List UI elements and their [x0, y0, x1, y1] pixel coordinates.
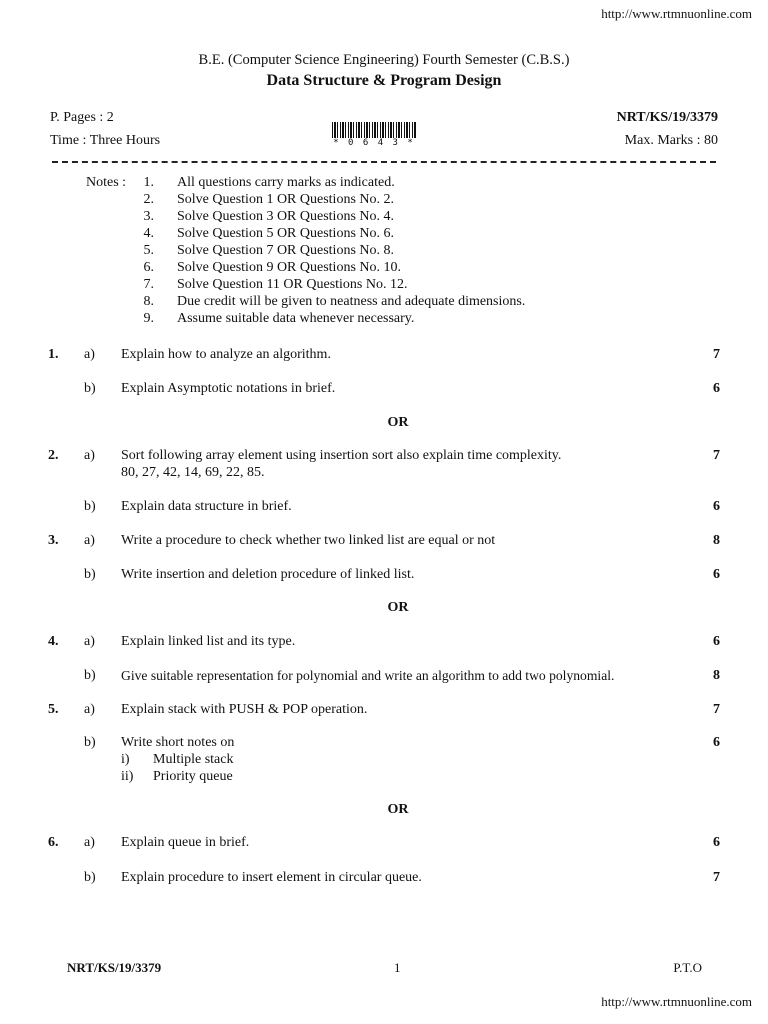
subquestion-label: b) — [84, 567, 96, 582]
question-text: Explain procedure to insert element in circular queue. — [121, 870, 422, 885]
question-text: Explain Asymptotic notations in brief. — [121, 381, 336, 396]
subquestion-label: a) — [84, 347, 95, 362]
question-text: Give suitable representation for polynomial and write an algorithm to add two polynomial. — [121, 668, 615, 683]
source-url-bottom: http://www.rtmnuonline.com — [601, 994, 752, 1009]
or-separator: OR — [387, 802, 409, 817]
note-text: Due credit will be given to neatness and adequate dimensions. — [177, 294, 526, 309]
question-number: 1. — [48, 347, 59, 362]
note-number: 8. — [143, 294, 154, 309]
source-url-top: http://www.rtmnuonline.com — [601, 6, 752, 21]
question-text: Write short notes on — [121, 735, 235, 750]
subquestion-label: a) — [84, 448, 95, 463]
note-number: 2. — [143, 192, 154, 207]
subquestion-label: a) — [84, 702, 95, 717]
question-array-values: 80, 27, 42, 14, 69, 22, 85. — [121, 465, 265, 480]
question-text: Explain data structure in brief. — [121, 499, 292, 514]
subquestion-label: a) — [84, 533, 95, 548]
sub-item-text: Multiple stack — [153, 752, 234, 767]
note-text: Solve Question 7 OR Questions No. 8. — [177, 243, 394, 258]
notes-label: Notes : — [86, 175, 127, 190]
question-marks: 7 — [713, 702, 720, 717]
course-title: B.E. (Computer Science Engineering) Fourth Semester (C.B.S.) — [198, 52, 570, 68]
sub-item-number: ii) — [121, 769, 134, 784]
note-text: Assume suitable data whenever necessary. — [177, 311, 415, 326]
question-marks: 6 — [713, 499, 720, 514]
question-text: Write insertion and deletion procedure of linked list. — [121, 567, 415, 582]
question-text: Explain stack with PUSH & POP operation. — [121, 702, 368, 717]
note-text: Solve Question 11 OR Questions No. 12. — [177, 277, 408, 292]
question-text: Write a procedure to check whether two linked list are equal or not — [121, 533, 496, 548]
note-number: 5. — [143, 243, 154, 258]
question-marks: 7 — [713, 347, 720, 362]
subquestion-label: a) — [84, 835, 95, 850]
note-number: 3. — [143, 209, 154, 224]
note-number: 9. — [143, 311, 154, 326]
question-marks: 6 — [713, 567, 720, 582]
question-marks: 6 — [713, 835, 720, 850]
footer-pto: P.T.O — [673, 960, 702, 975]
question-marks: 7 — [713, 448, 720, 463]
note-text: Solve Question 1 OR Questions No. 2. — [177, 192, 394, 207]
question-marks: 6 — [713, 634, 720, 649]
question-text: Explain linked list and its type. — [121, 634, 296, 649]
note-number: 6. — [143, 260, 154, 275]
note-number: 7. — [143, 277, 154, 292]
question-number: 6. — [48, 835, 59, 850]
or-separator: OR — [387, 415, 409, 430]
note-number: 1. — [143, 175, 154, 190]
question-marks: 7 — [713, 870, 720, 885]
question-text: Explain how to analyze an algorithm. — [121, 347, 331, 362]
question-number: 4. — [48, 634, 59, 649]
note-text: Solve Question 5 OR Questions No. 6. — [177, 226, 394, 241]
subject-title: Data Structure & Program Design — [266, 72, 502, 89]
note-text: All questions carry marks as indicated. — [177, 175, 395, 190]
subquestion-label: b) — [84, 735, 96, 750]
footer-paper-code: NRT/KS/19/3379 — [67, 960, 162, 975]
header-divider — [52, 161, 716, 163]
note-text: Solve Question 3 OR Questions No. 4. — [177, 209, 394, 224]
footer-page-number: 1 — [394, 960, 401, 975]
note-number: 4. — [143, 226, 154, 241]
subquestion-label: b) — [84, 381, 96, 396]
barcode — [332, 122, 416, 138]
barcode-number: * 0 6 4 3 * — [333, 138, 415, 148]
question-marks: 8 — [713, 668, 720, 683]
question-marks: 6 — [713, 381, 720, 396]
note-text: Solve Question 9 OR Questions No. 10. — [177, 260, 401, 275]
exam-duration: Time : Three Hours — [50, 133, 161, 148]
sub-item-text: Priority queue — [153, 769, 233, 784]
question-number: 5. — [48, 702, 59, 717]
or-separator: OR — [387, 600, 409, 615]
question-text: Explain queue in brief. — [121, 835, 250, 850]
question-marks: 8 — [713, 533, 720, 548]
question-number: 2. — [48, 448, 59, 463]
page-count: P. Pages : 2 — [50, 110, 114, 125]
question-text: Sort following array element using insertion sort also explain time complexity. — [121, 448, 562, 463]
sub-item-number: i) — [121, 752, 130, 767]
max-marks: Max. Marks : 80 — [624, 133, 718, 148]
subquestion-label: b) — [84, 668, 96, 683]
question-marks: 6 — [713, 735, 720, 750]
subquestion-label: b) — [84, 499, 96, 514]
subquestion-label: b) — [84, 870, 96, 885]
subquestion-label: a) — [84, 634, 95, 649]
paper-code: NRT/KS/19/3379 — [616, 110, 718, 125]
question-number: 3. — [48, 533, 59, 548]
